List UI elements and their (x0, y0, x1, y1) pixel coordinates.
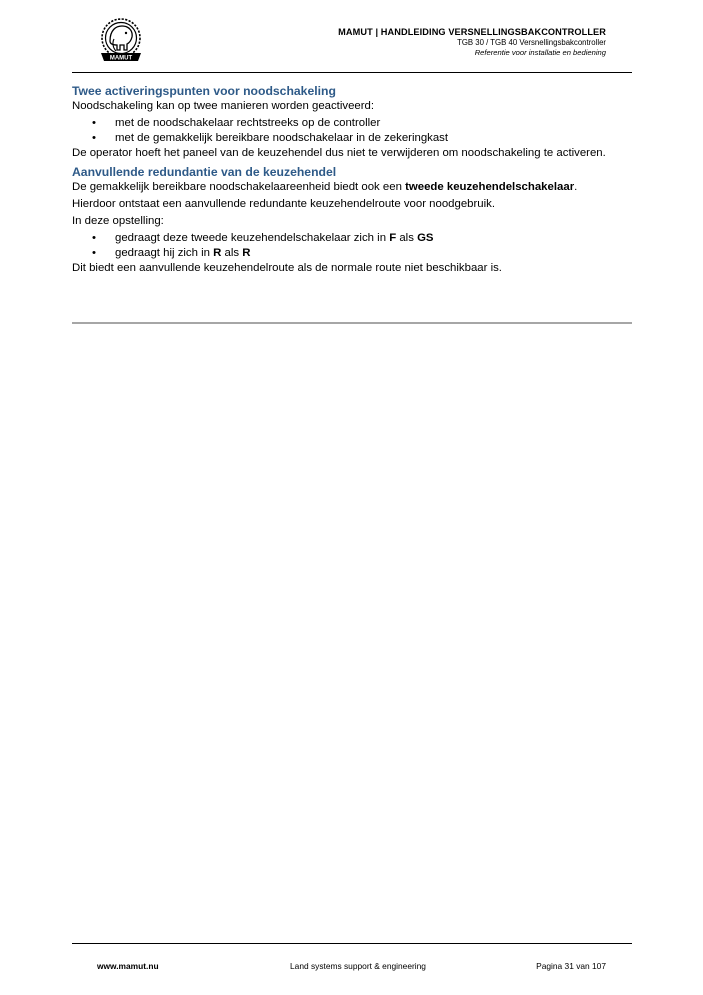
paragraph (72, 180, 632, 195)
document-title: MAMUT | HANDLEIDING VERSNELLINGSBAKCONTROLLER (338, 27, 606, 37)
footer-tagline: Land systems support & engineering (290, 961, 426, 971)
bold-text: tweede keuzehendelschakelaar (405, 181, 575, 193)
bullet-list (72, 116, 632, 146)
paragraph: De operator hoeft het paneel van de keuzehendel dus niet te verwijderen om noodschakeling te activeren. (72, 147, 606, 159)
bold-text: R (213, 247, 222, 259)
bullet-icon: • (92, 247, 96, 259)
paragraph: Dit biedt een aanvullende keuzehendelroute als de normale route niet beschikbaar is. (72, 262, 502, 274)
paragraph: Noodschakeling kan op twee manieren worden geactiveerd: (72, 100, 375, 112)
text-run: De gemakkelijk bereikbare noodschakelaareenheid biedt ook een (72, 181, 406, 193)
bullet-icon: • (92, 117, 96, 129)
list-item-text: met de noodschakelaar rechtstreeks op de controller (115, 117, 381, 129)
mamut-logo (96, 17, 146, 63)
bold-text: GS (417, 232, 434, 244)
paragraph: In deze opstelling: (72, 215, 164, 227)
header-divider (72, 72, 632, 73)
document-subtitle: TGB 30 / TGB 40 Versnellingsbakcontroller (457, 38, 606, 47)
paragraph: Hierdoor ontstaat een aanvullende redundante keuzehendelroute voor noodgebruik. (72, 198, 496, 210)
section-heading-redundancy: Aanvullende redundantie van de keuzehendel (72, 165, 337, 179)
section-divider (72, 322, 632, 324)
text-run: als (221, 247, 243, 259)
bullet-icon: • (92, 232, 96, 244)
list-item (72, 116, 632, 131)
logo-text: MAMUT (109, 55, 133, 62)
bold-text: R (242, 247, 251, 259)
list-item (72, 246, 632, 261)
page-content (72, 83, 632, 276)
list-item (72, 231, 632, 246)
list-item-text: met de gemakkelijk bereikbare noodschakelaar in de zekeringkast (115, 132, 449, 144)
bullet-list (72, 231, 632, 261)
text-run: als (396, 232, 418, 244)
bullet-icon: • (92, 132, 96, 144)
text-run: gedraagt hij zich in (115, 247, 214, 259)
text-run: . (574, 181, 578, 193)
bold-text: F (389, 232, 397, 244)
footer-website[interactable]: www.mamut.nu (97, 961, 159, 971)
footer-divider (72, 943, 632, 944)
list-item (72, 131, 632, 146)
page-number: Pagina 31 van 107 (536, 961, 606, 971)
document-reference: Referentie voor installatie en bediening (474, 48, 606, 57)
text-run: gedraagt deze tweede keuzehendelschakelaar zich in (115, 232, 390, 244)
section-heading-activation: Twee activeringspunten voor noodschakeling (72, 84, 336, 98)
document-header (338, 26, 606, 58)
